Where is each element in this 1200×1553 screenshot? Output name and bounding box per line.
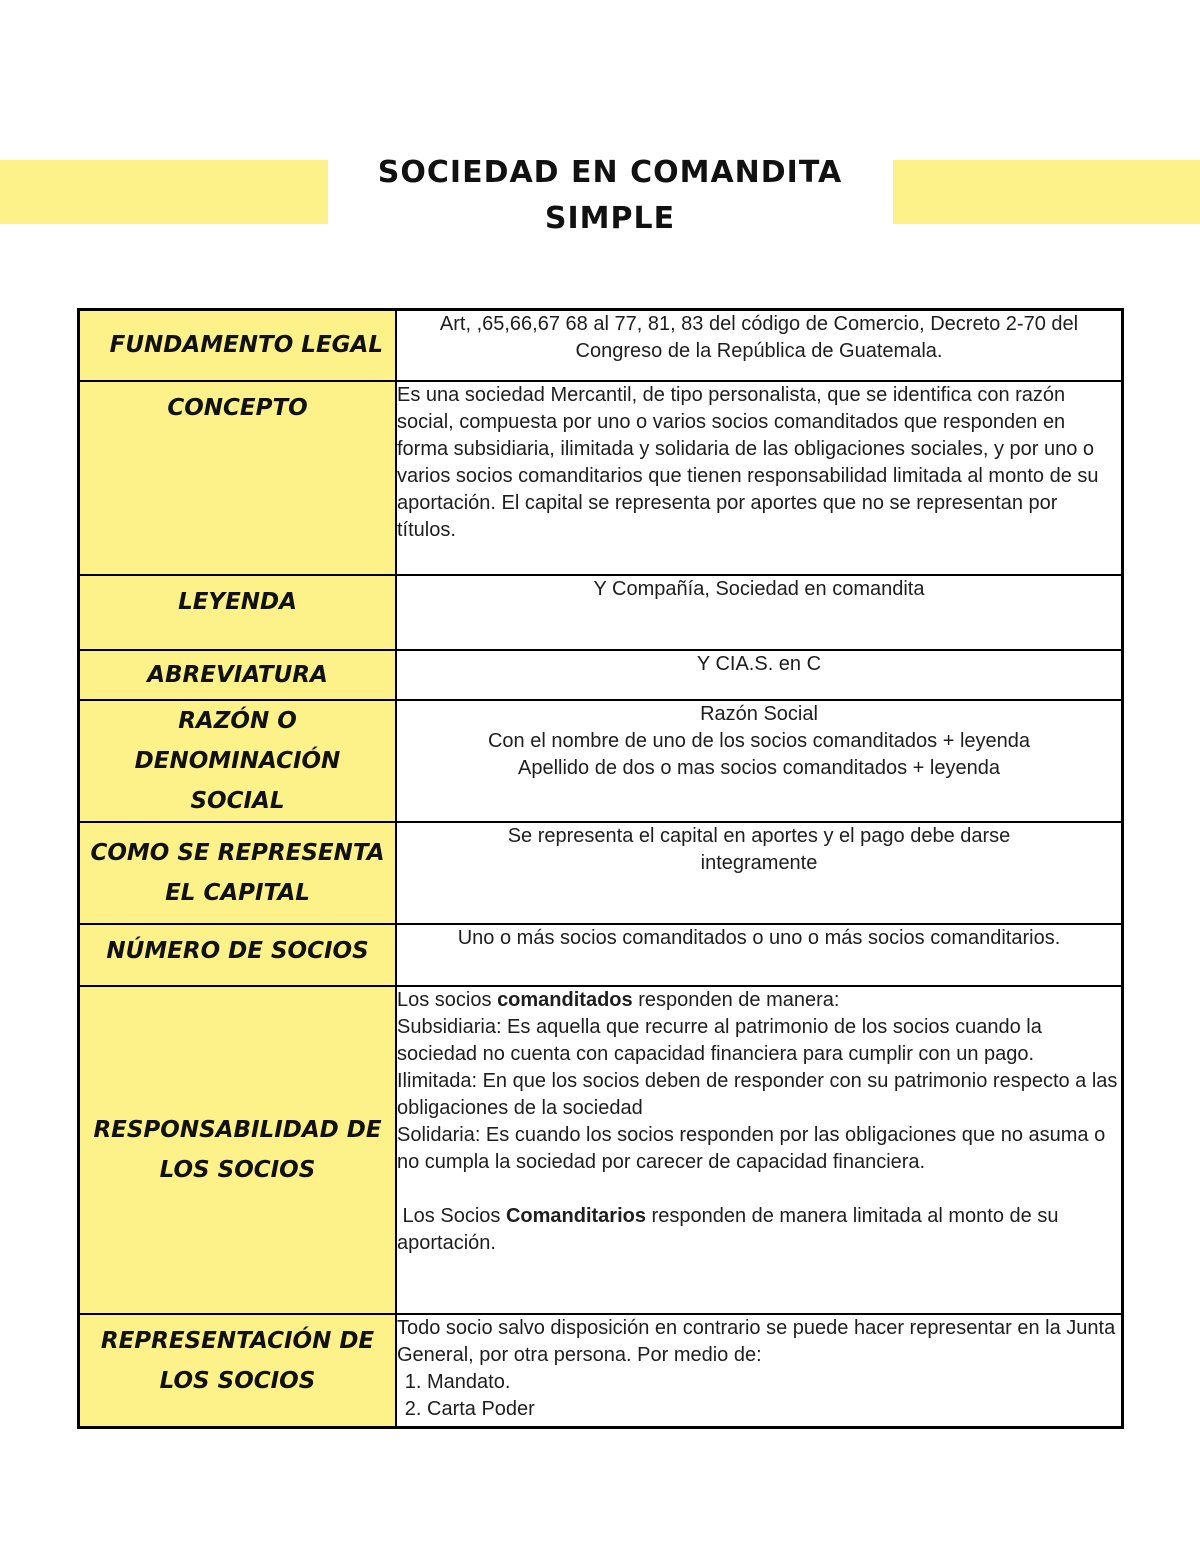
row-label	[79, 650, 397, 700]
title-line-2: SIMPLE	[544, 201, 676, 236]
row-label	[79, 575, 397, 650]
representation-intro: Todo socio salvo disposición en contrario se puede hacer representar en la Junta General, por otra persona. Por medio de:	[397, 1316, 1116, 1366]
row-razon-social	[79, 700, 1123, 822]
label-text: FUNDAMENTO LEGAL	[109, 332, 383, 359]
label-text: ABREVIATURA	[147, 661, 328, 688]
list-item: 2. Carta Poder	[427, 1396, 1121, 1423]
row-label	[79, 1314, 397, 1428]
label-text: LEYENDA	[178, 588, 297, 615]
row-numero-socios	[79, 924, 1123, 986]
paragraph-solidaria: Solidaria: Es cuando los socios responden por las obligaciones que no asuma o no cumpla la sociedad por carecer de capacidad financiera.	[397, 1123, 1106, 1173]
row-responsabilidad	[79, 986, 1123, 1314]
label-line-1: RESPONSABILIDAD DE	[93, 1116, 382, 1143]
row-value	[396, 1314, 1123, 1428]
label-text: CONCEPTO	[167, 394, 308, 421]
title-line-1: SOCIEDAD EN COMANDITA	[377, 155, 843, 190]
value-line-1: Razón Social	[700, 702, 818, 725]
row-label	[79, 310, 397, 381]
row-leyenda	[79, 575, 1123, 650]
page-title	[360, 150, 860, 242]
value-line-3: Apellido de dos o mas socios comanditados + leyenda	[518, 756, 1000, 779]
text-run: Los socios	[397, 988, 498, 1011]
right-accent-band	[893, 160, 1200, 224]
summary-table	[77, 308, 1124, 1429]
spacer	[397, 1176, 1121, 1203]
paragraph-ilimitada: Ilimitada: En que los socios deben de responder con su patrimonio respecto a las obligaciones de la sociedad	[397, 1069, 1118, 1119]
row-value: Uno o más socios comanditados o uno o más socios comanditarios.	[396, 924, 1123, 986]
row-value	[396, 986, 1123, 1314]
paragraph-comanditarios	[397, 1203, 1121, 1257]
text-run: responden de manera:	[632, 988, 840, 1011]
row-abreviatura	[79, 650, 1123, 700]
row-value: Art, ,65,66,67 68 al 77, 81, 83 del código de Comercio, Decreto 2-70 del Congreso de la República de Guatemala.	[396, 310, 1123, 381]
paragraph-comanditados	[397, 987, 1121, 1014]
list-item: 1. Mandato.	[427, 1369, 1121, 1396]
bold-term: comanditados	[497, 988, 633, 1011]
bold-term: Comanditarios	[505, 1204, 646, 1227]
label-line-2: DENOMINACIÓN SOCIAL	[134, 747, 341, 814]
row-value: Se representa el capital en aportes y el pago debe darse integramente	[396, 822, 1123, 924]
row-fundamento-legal	[79, 310, 1123, 381]
label-line-1: REPRESENTACIÓN DE	[100, 1327, 375, 1354]
row-value: Y Compañía, Sociedad en comandita	[396, 575, 1123, 650]
row-label	[79, 986, 397, 1314]
text-run: Los Socios	[397, 1204, 506, 1227]
row-value	[396, 700, 1123, 822]
paragraph-subsidiaria: Subsidiaria: Es aquella que recurre al patrimonio de los socios cuando la sociedad no cuenta con capacidad financiera para cumplir con un pago.	[397, 1015, 1042, 1065]
label-line-1: COMO SE REPRESENTA	[90, 839, 385, 866]
label-text: NÚMERO DE SOCIOS	[106, 937, 369, 964]
row-representacion	[79, 1314, 1123, 1428]
text-run: responden de manera limitada al monto de su aportación.	[397, 1204, 1059, 1254]
row-label	[79, 924, 397, 986]
representation-list	[397, 1369, 1121, 1423]
row-value: Y CIA.S. en C	[396, 650, 1123, 700]
row-label	[79, 381, 397, 575]
label-line-2: LOS SOCIOS	[159, 1156, 316, 1183]
value-line-2: Con el nombre de uno de los socios comanditados + leyenda	[487, 729, 1030, 752]
label-line-1: RAZÓN O	[178, 707, 297, 734]
row-concepto	[79, 381, 1123, 575]
row-label	[79, 822, 397, 924]
label-line-2: EL CAPITAL	[165, 879, 310, 906]
row-value: Es una sociedad Mercantil, de tipo personalista, que se identifica con razón social, compuesta por uno o varios socios comanditados que responden en forma subsidiaria, ilimitada y solidaria de las obligaciones sociales, y por uno o varios socios comanditarios que tienen responsabilidad limitada al monto de su aportación. El capital se representa por aportes que no se representan por títulos.	[396, 381, 1123, 575]
row-representa-capital	[79, 822, 1123, 924]
row-label	[79, 700, 397, 822]
label-line-2: LOS SOCIOS	[159, 1367, 316, 1394]
left-accent-band	[0, 160, 328, 224]
